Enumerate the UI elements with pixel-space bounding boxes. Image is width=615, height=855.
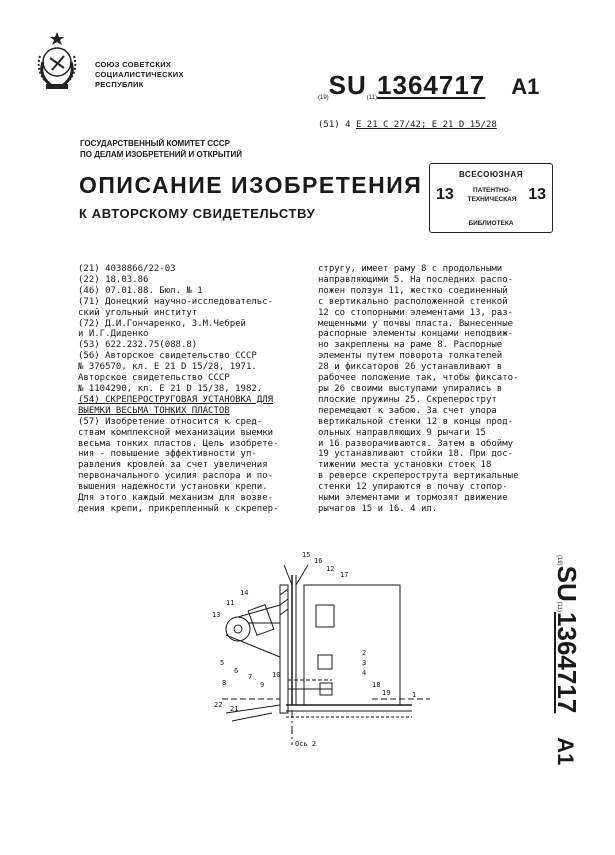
bibliographic-data [78,264,303,515]
fig-label: 6 [234,667,239,675]
fig-label: 7 [248,673,253,681]
side-patent-number [552,555,582,766]
library-stamp [429,163,553,233]
text-line: с вертикально расположенной стенкой [318,296,508,307]
abstract-line: ствам комплексной механизации выемки [78,427,274,438]
document-subtitle: К АВТОРСКОМУ СВИДЕТЕЛЬСТВУ [79,206,316,221]
text-line: распорные элементы концами неподвиж- [318,329,514,340]
axis-label: Ось 2 [295,740,317,748]
ipc-text: Е 21 С 27/42; Е 21 D 15/28 [355,120,497,130]
fig-label: 13 [212,611,221,619]
text-line: ольных направляющих 9 рычаги 15 [318,427,486,438]
fig-label: 12 [326,565,335,573]
text-line: но закреплены на раме 8. Распорные [318,340,503,351]
biblio-line: (46) 07.01.88. Бюл. № 1 [78,285,203,296]
side-mid: (11) [556,601,562,613]
text-line: в реверсе скреперострута вертикальные [318,471,519,482]
abstract-continuation [318,264,548,515]
ipc-prefix: (51) 4 [318,120,351,130]
text-line: рычагов 15 и 16. 4 ил. [318,503,438,514]
patent-number-header [318,70,539,101]
ussr-emblem-icon [32,28,82,94]
fig-label: 3 [362,659,367,667]
text-line: плоские пружины 25. Скреперострут [318,394,497,405]
text-line: вертикальной стенки 12 в концы прод- [318,416,514,427]
document-title: ОПИСАНИЕ ИЗОБРЕТЕНИЯ [79,172,423,198]
side-kind: A1 [553,737,578,766]
text-line: мещенными у почвы пласта. Вынесенные [318,318,514,329]
stamp-middle: ПАТЕНТНО-ТЕХНИЧЕСКАЯ [467,187,517,203]
committee-line: ПО ДЕЛАМ ИЗОБРЕТЕНИЙ И ОТКРЫТИЙ [80,150,243,159]
fig-label: 2 [362,649,367,657]
text-line: стенки 12 упираются в почву стопор- [318,482,508,493]
biblio-line: ский угольный институт [78,307,198,318]
side-prefix: (19) [556,555,562,566]
fig-label: 17 [340,571,349,579]
pn-number: 1364717 [377,70,486,100]
stamp-num-left: 13 [436,186,454,203]
invention-title-line: (54) СКРЕПЕРОСТРУГОВАЯ УСТАНОВКА ДЛЯ [78,394,274,405]
text-line: 12 со стопорными элементами 13, раз- [318,307,514,318]
biblio-line: (53) 622.232.75(088.8) [78,340,198,351]
text-line: элементы путем поворота толкателей [318,351,503,362]
pn-country: SU [328,70,367,100]
biblio-line: Авторское свидетельство СССР [78,373,230,384]
pn-kind: A1 [511,74,540,99]
biblio-line: (21) 4038866/22-03 [78,264,176,274]
technical-drawing [212,545,437,755]
stamp-title: ВСЕСОЮЗНАЯ [459,170,523,179]
abstract-line: вышения надежности установки крепи. [78,482,268,493]
committee-line: ГОСУДАРСТВЕННЫЙ КОМИТЕТ СССР [80,139,230,148]
text-line: рабочее положение так, чтобы фиксато- [318,373,519,384]
text-line: направляющими 5. На последних распо- [318,274,514,285]
pn-prefix: (19) [318,95,329,101]
fig-label: 8 [222,679,227,687]
stamp-bottom: БИБЛИОТЕКА [468,220,514,227]
biblio-line: № 376570, кл. Е 21 D 15/28, 1971. [78,362,257,373]
fig-label: 15 [302,551,311,559]
biblio-line: (71) Донецкий научно-исследовательс- [78,296,274,307]
org-name [95,60,184,90]
ipc-classification [318,120,497,130]
text-line: 28 и фиксаторов 26 устанавливают в [318,362,503,373]
committee [80,138,242,160]
biblio-line: и И.Г.Диденко [78,329,149,340]
fig-label: 5 [220,659,225,667]
abstract-line: весьма тонких пластов. Цель изобрете- [78,438,279,449]
fig-label: 19 [382,689,391,697]
abstract-line: (57) Изобретение относится к сред- [78,416,263,427]
fig-label: 21 [230,705,239,713]
text-line: ры 26 своими выступами упирались в [318,383,503,394]
org-line: СОЦИАЛИСТИЧЕСКИХ [95,70,184,79]
org-line: СОЮЗ СОВЕТСКИХ [95,60,172,69]
text-line: перемещают к забою. За счет упора [318,405,497,416]
stamp-num-right: 13 [528,186,546,203]
biblio-line: (72) Д.И.Гончаренко, З.М.Чебрей [78,318,246,329]
text-line: 19 устанавливают стойки 18. При дос- [318,449,514,460]
fig-label: 14 [240,589,249,597]
biblio-line: № 1104290, кл. Е 21 D 15/38, 1982. [78,383,263,394]
fig-label: 18 [372,681,381,689]
side-country: SU [552,565,582,602]
abstract-line: Для этого каждый механизм для возве- [78,493,274,504]
fig-label: 16 [314,557,323,565]
fig-label: 4 [362,669,367,677]
fig-label: 1 [412,691,417,699]
abstract-line: дения крепи, прикрепленный к скрепер- [78,503,279,514]
fig-label: 10 [272,671,281,679]
text-line: тижении места установки стоек 18 [318,460,492,471]
text-line: ложен ползун 11, жестко соединенный [318,285,508,296]
fig-label: 22 [214,701,223,709]
abstract-line: первоначального усилия распора и по- [78,471,274,482]
fig-label: 9 [260,681,265,689]
pn-mid: (11) [366,95,378,101]
text-line: и 16 разворачиваются. Затем в обойму [318,438,514,449]
biblio-line: (56) Авторское свидетельство СССР [78,351,257,362]
side-number: 1364717 [552,612,582,714]
org-line: РЕСПУБЛИК [95,80,144,89]
abstract-line: ния - повышение эффективности уп- [78,449,257,460]
abstract-line: равления кровлей за счет увеличения [78,460,268,471]
text-line: стругу, имеет раму 8 с продольными [318,264,503,274]
biblio-line: (22) 18.03.86 [78,274,149,285]
text-line: ными элементами и тормозят движение [318,493,508,504]
invention-title-line: ВЫЕМКИ ВЕСЬМА ТОНКИХ ПЛАСТОВ [78,405,230,416]
fig-label: 11 [226,599,235,607]
